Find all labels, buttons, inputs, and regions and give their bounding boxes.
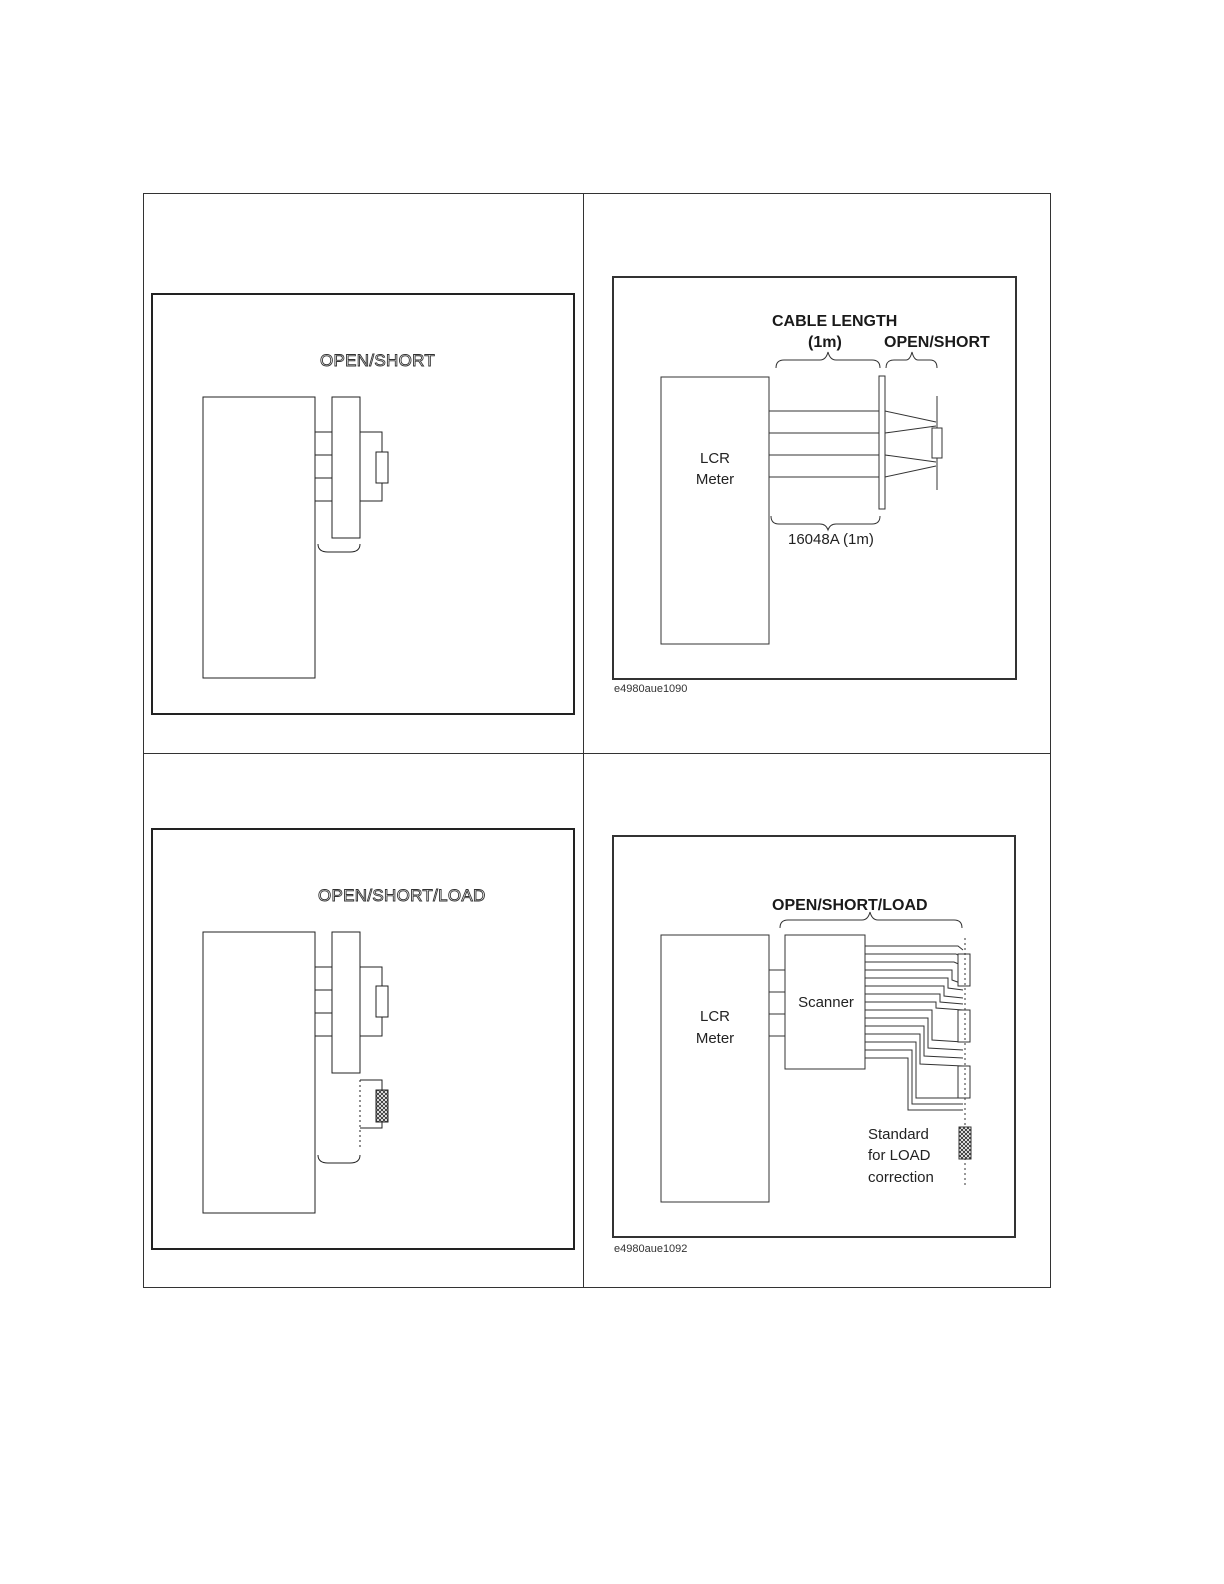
lcr-meter-label-line2: Meter: [695, 471, 735, 488]
fixture-box: [332, 397, 360, 538]
standard-label-line2: for LOAD: [868, 1147, 931, 1164]
brace: [318, 1155, 360, 1163]
figure-id: e4980aue1092: [614, 1243, 688, 1255]
dut-resistor: [932, 428, 942, 458]
open-short-load-brace: [780, 912, 962, 928]
connector-3: [315, 1013, 332, 1036]
connector-1: [315, 967, 332, 990]
standard-label-line1: Standard: [868, 1126, 929, 1143]
lead-3: [885, 455, 936, 462]
lcr-meter-label-line1: LCR: [699, 1008, 731, 1025]
open-short-label: OPEN/SHORT: [320, 351, 436, 370]
dut-resistor-2: [958, 1010, 970, 1042]
lead-4: [885, 466, 936, 477]
lcr-meter-label-line1: LCR: [699, 450, 731, 467]
lead-1: [885, 411, 936, 422]
instrument-box: [203, 397, 315, 678]
cable-model-brace: [771, 516, 880, 530]
lcr-meter-box: [661, 377, 769, 644]
load-standard-resistor: [376, 1090, 388, 1122]
load-standard-resistor: [959, 1127, 971, 1159]
cable-length-label: CABLE LENGTH: [772, 313, 898, 330]
figure-id: e4980aue1090: [614, 683, 688, 695]
lcr-meter-label-line2: Meter: [695, 1030, 735, 1047]
dut-resistor-3: [958, 1066, 970, 1098]
connector-3: [315, 478, 332, 501]
instrument-box: [203, 932, 315, 1213]
terminal-plate: [879, 376, 885, 509]
brace: [318, 544, 360, 552]
dut-resistor: [376, 986, 388, 1017]
dut-resistor-1: [958, 954, 970, 986]
open-short-brace: [886, 352, 937, 368]
fixture-box: [332, 932, 360, 1073]
open-short-load-label: OPEN/SHORT/LOAD: [772, 897, 928, 914]
lcr-meter-box: [661, 935, 769, 1202]
connector-1: [315, 432, 332, 455]
open-short-load-label: OPEN/SHORT/LOAD: [318, 886, 486, 905]
cable-length-value: (1m): [808, 334, 842, 351]
connector-2: [315, 455, 332, 478]
open-short-label: OPEN/SHORT: [884, 334, 990, 351]
standard-label-line3: correction: [868, 1169, 934, 1186]
cable-model-label: 16048A (1m): [788, 531, 874, 548]
dut-resistor: [376, 452, 388, 483]
connector-2: [315, 990, 332, 1013]
cable-length-brace: [776, 352, 880, 368]
scanner-label: Scanner: [798, 994, 854, 1011]
scanner-channels: [865, 946, 963, 1110]
lead-2: [885, 426, 936, 433]
